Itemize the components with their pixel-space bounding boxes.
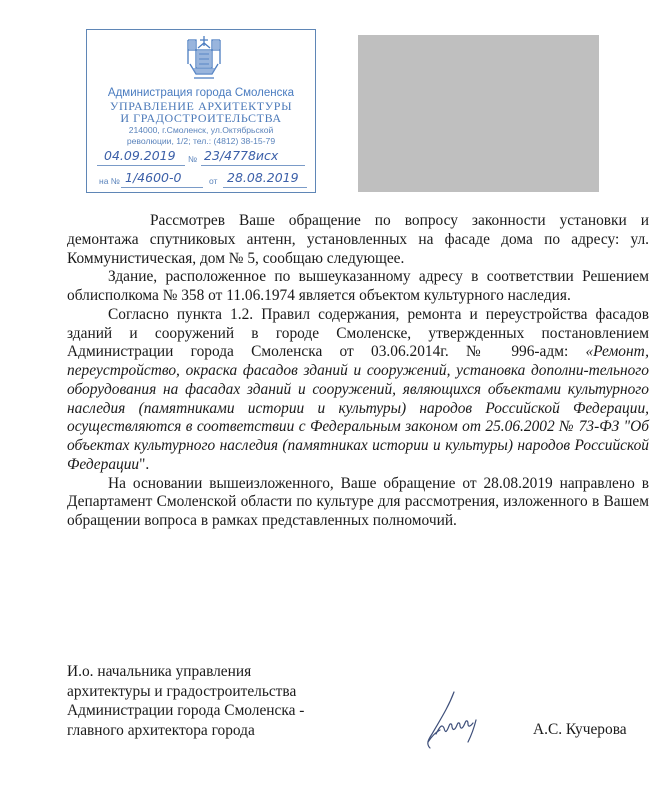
- outgoing-number: 23/4778исх: [204, 148, 279, 163]
- date-underline: [97, 165, 185, 166]
- stamp-dept-line-2: И ГРАДОСТРОИТЕЛЬСТВА: [120, 111, 282, 125]
- paragraph-3-end: ".: [139, 455, 150, 473]
- position-line: И.о. начальника управления: [67, 663, 252, 680]
- stamp-reference-row: [87, 170, 315, 188]
- paragraph-1: Рассмотрев Ваше обращение по вопросу законности установки и демонтажа спутниковых антенн, установленных на фасаде дома по адресу: ул. Коммунистическая, дом № 5, сообщаю следующее.: [67, 212, 649, 267]
- position-line: Администрации города Смоленска -: [67, 702, 305, 720]
- outgoing-date: 04.09.2019: [104, 148, 176, 163]
- position-line: главного архитектора города: [67, 721, 255, 739]
- ref-number-label: на №: [99, 176, 120, 186]
- paragraph-3-quote: «Ремонт, переустройство, окраска фасадов зданий и сооружений, установка дополни-тельного оборудования на фасадах зданий и сооружений, являющихся объектами культурного наследия (памятниками истории и культуры) народов Российской Федерации, осуществляются в соответствии с Федеральным законом от 25.06.2002 № 73-ФЗ "Об объектах культурного наследия (памятниках истории и культуры) народов Российской Федерации: [67, 343, 649, 473]
- stamp-dept-line-1: УПРАВЛЕНИЕ АРХИТЕКТУРЫ: [109, 99, 293, 113]
- stamp-outgoing-row: [87, 148, 315, 166]
- paragraph-4: На основании вышеизложенного, Ваше обращение от 28.08.2019 направлено в Департамент Смоленской области по культуре для рассмотрения, изложенного в Вашем обращении вопроса в рамках представленных полномочий.: [67, 474, 649, 529]
- from-label: от: [209, 176, 218, 186]
- number-underline: [201, 165, 305, 166]
- stamp-address-line-2: революции, 1/2; тел.: (4812) 38-15-79: [126, 136, 276, 146]
- signatory-name: А.С. Кучерова: [533, 721, 627, 738]
- signatory-position: [67, 662, 367, 740]
- registration-stamp: [86, 29, 316, 193]
- paragraph-3: [67, 306, 649, 475]
- stamp-address-line-1: 214000, г.Смоленск, ул.Октябрьской: [128, 125, 274, 135]
- handwritten-signature-icon: [418, 690, 484, 752]
- paragraph-3-intro: Согласно пункта 1.2. Правил содержания, ремонта и переустройства фасадов зданий и сооружений в городе Смоленске, утвержденных постановлением Администрации города Смоленска от 03.06.2014г. № 996-адм:: [67, 305, 649, 361]
- number-label: №: [188, 154, 198, 164]
- ref-date-underline: [223, 187, 307, 188]
- letter-body: [67, 212, 649, 531]
- ref-number: 1/4600-0: [125, 170, 182, 185]
- paragraph-2: Здание, расположенное по вышеуказанному адресу в соответствии Решением облисполкома № 358 от 11.06.1974 является объектом культурного наследия.: [67, 268, 649, 304]
- coat-of-arms-icon: [182, 34, 226, 84]
- redacted-recipient-block: [358, 35, 599, 192]
- stamp-org-name: Администрация города Смоленска: [107, 87, 295, 99]
- ref-date: 28.08.2019: [227, 170, 299, 185]
- position-line: архитектуры и градостроительства: [67, 682, 297, 700]
- ref-number-underline: [121, 187, 203, 188]
